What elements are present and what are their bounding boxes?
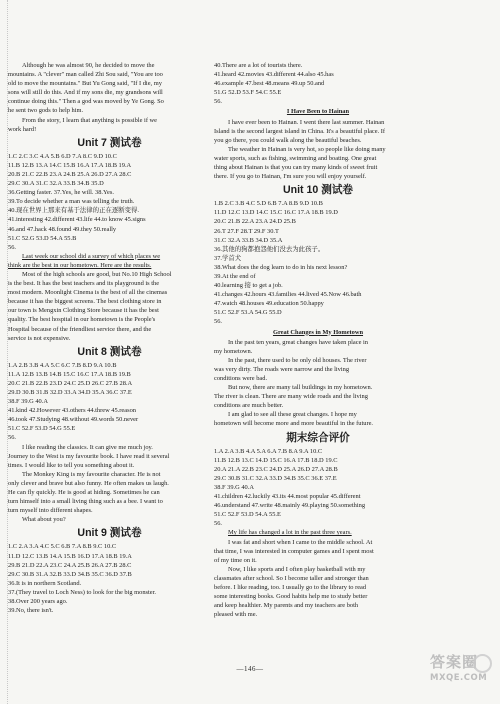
- essay-title: Great Changes in My Hometown: [272, 328, 364, 336]
- essay-line: pleased with me.: [214, 611, 258, 619]
- answer-line: 46.and 47.hack 48.found 49.they 50.really: [8, 225, 117, 233]
- essay-line: classmates after school. So I become taller and stronger than: [214, 574, 369, 582]
- story-line: Although he was almost 90, he decided to move the: [22, 62, 155, 69]
- answer-line: 1.A 2.A 3.B 4.A 5.A 6.A 7.B 8.A 9.A 10.C: [214, 447, 323, 455]
- essay-line: conditions are much better.: [214, 402, 284, 410]
- answer-line: 51.G 52.D 53.F 54.C 55.E: [214, 89, 282, 97]
- answer-line: 39.No, there isn't.: [8, 607, 54, 615]
- binding-margin: [0, 0, 8, 704]
- answer-line: 56.: [214, 98, 222, 106]
- essay-line: quality. The best hospital in our hometown is the People's: [8, 316, 156, 324]
- answer-line: 56.: [214, 520, 222, 528]
- essay-line: service is not expensive.: [8, 334, 71, 342]
- answer-line: 47.watch 48.houses 49.education 50.happy: [214, 300, 324, 308]
- essay-line: But now, there are many tall buildings in my hometown.: [228, 384, 373, 392]
- answer-line: 38.Over 200 years ago.: [8, 597, 68, 605]
- answer-line: 51.C 52.F 53.D 54.G 55.E: [8, 425, 76, 433]
- essay-line: some interesting books. Good habits help me to study better: [214, 593, 368, 601]
- essay-line: water sports, such as fishing, swimming and boating. One great: [214, 154, 377, 162]
- answer-line: 46.understand 47.write 48.mainly 49.playing 50.something: [214, 502, 366, 510]
- essay-line: before. I like reading, too. I usually go to the library to read: [214, 583, 367, 591]
- answer-line: 51.C 52.F 53.A 54.G 55.D: [214, 309, 282, 317]
- answer-line: 38.F 39.G 40.A: [214, 483, 254, 491]
- essay-line: thing about Hainan is that you can try many kinds of sweet fruit: [214, 164, 378, 172]
- answer-line: 51.C 52.G 53.D 54.A 55.B: [8, 234, 77, 242]
- answer-line: 56.: [214, 318, 222, 326]
- unit8-title: Unit 8 测试卷: [77, 345, 142, 358]
- answer-line: 37.学首犬: [214, 254, 242, 262]
- essay-underlined-line: think are the best in our hometown. Here are the results.: [8, 261, 152, 269]
- answer-line: 11.B 12.B 13.C 14.D 15.C 16.A 17.B 18.D 19.C: [214, 456, 338, 464]
- answer-line: 41.interesting 42.different 43.life 44.to know 45.signs: [8, 216, 146, 224]
- answer-line: 11.B 12.B 13.A 14.C 15.B 16.A 17.A 18.B 19.A: [8, 161, 132, 169]
- answer-line: 1.B 2.C 3.B 4.C 5.D 6.B 7.A 8.B 9.D 10.B: [214, 200, 323, 208]
- story-line: continue doing this." Then a god was moved by Ye Gong. So: [8, 98, 164, 106]
- answer-line: 56.: [8, 434, 16, 442]
- answer-line: 1.A 2.B 3.B 4.A 5.C 6.C 7.B 8.D 9.A 10.B: [8, 361, 117, 369]
- answer-line: 36.It is in northern Scotland.: [8, 579, 82, 587]
- essay-line: In the past, there used to be only old houses. The river: [228, 356, 367, 364]
- watermark-cn: 答案圈: [430, 653, 479, 671]
- answer-line: 38.F 39.G 40.A: [8, 398, 48, 406]
- essay-line: In the past ten years, great changes have taken place in: [228, 338, 368, 346]
- answer-line: 39.To decide whether a man was telling the truth.: [8, 198, 135, 206]
- answer-line: 26.T 27.F 28.T 29.F 30.T: [214, 227, 279, 235]
- essay-line: you go there, you could walk along the beautiful beaches.: [214, 136, 362, 144]
- unit9-title: Unit 9 测试卷: [77, 527, 142, 540]
- story-line: he sent two gods to help him.: [8, 107, 84, 115]
- watermark-logo: [430, 652, 494, 696]
- essay-line: The river is clean. There are many wide roads and the living: [214, 393, 368, 401]
- essay-line: Now, I like sports and I often play basketball with my: [228, 565, 366, 573]
- essay-line: Hospital because of the friendliest service there, and the: [8, 325, 152, 333]
- answer-line: 11.A 12.B 13.B 14.B 15.C 16.C 17.A 18.B 19.B: [8, 370, 131, 378]
- answer-line: 46.example 47.best 48.means 49.up 50.and: [214, 80, 325, 88]
- right-column: [214, 61, 422, 619]
- essay-line: there. If you go to Hainan, I'm sure you will enjoy yourself.: [214, 173, 367, 181]
- answer-line: 41.children 42.luckily 43.its 44.most popular 45.different: [214, 493, 361, 501]
- answer-line: 56.: [8, 243, 16, 251]
- answer-line: 36.Getting faster. 37.Yes, he will. 38.Yes.: [8, 189, 114, 197]
- unit7-title: Unit 7 测试卷: [77, 136, 142, 149]
- left-column: [8, 61, 211, 615]
- answer-line: 40.现在世界上那来有基于法律的正在逐断变得.: [8, 207, 140, 215]
- essay-line: I have ever been to Hainan. I went there last summer. Hainan: [228, 118, 385, 126]
- answer-line: 1.C 2.A 3.A 4.C 5.C 6.B 7.A 8.B 9.C 10.C: [8, 543, 117, 551]
- essay-line: because it has the biggest screens. The best clothing store in: [8, 298, 162, 306]
- essay-line: turn myself into different shapes.: [8, 507, 93, 515]
- essay-line: Journey to the West is my favourite book. I have read it several: [8, 452, 170, 460]
- answer-line: 37.(They travel to Loch Ness) to look for the big monster.: [8, 588, 157, 596]
- story-line: mountains. A "clever" man called Zhi Sou said, "You are too: [8, 71, 163, 79]
- essay-line: was very dirty. The roads were narrow and the living: [214, 365, 350, 373]
- answer-line: 46.took 47.Studying 48.without 49.words 50.never: [8, 416, 139, 424]
- essay-line: is the best. It has the best teachers and its playground is the: [8, 280, 160, 288]
- story-line: From the story, I learn that anything is possible if we: [22, 116, 158, 124]
- essay-line: conditions were bad.: [214, 375, 268, 382]
- answer-line: 11.D 12.C 13.B 14.A 15.B 16.D 17.A 18.B 19.A: [8, 552, 132, 560]
- answer-line: 39.At the end of: [214, 272, 256, 280]
- essay-line: turn himself into a small living thing such as a bee. I want to: [8, 498, 163, 506]
- answer-line: 20.B 21.C 22.B 23.A 24.B 25.A 26.D 27.A 28.C: [8, 170, 132, 178]
- essay-line: and keep healthier. My parents and my teachers are both: [214, 602, 359, 610]
- answer-line: 1.C 2.C 3.C 4.A 5.B 6.D 7.A 8.C 9.D 10.C: [8, 152, 117, 160]
- answer-line: 41.kind 42.However 43.others 44.threw 45.reason: [8, 407, 136, 415]
- essay-line: that time, I was interested in computer games and I spent most: [214, 547, 374, 555]
- answer-line: 29.C 30.A 31.C 32.A 33.B 34.B 35.D: [8, 180, 104, 188]
- essay-line: times. I would like to tell you something about it.: [8, 461, 135, 469]
- essay-line: I was fat and short when I came to the middle school. At: [228, 538, 373, 546]
- essay-line: What about you?: [22, 516, 66, 524]
- answer-line: 51.C 52.F 53.D 54.A 55.E: [214, 511, 281, 519]
- answer-line: 40.There are a lot of tourists there.: [214, 62, 303, 69]
- story-line: old to move the mountains." But Yu Gong said, "If I die, my: [8, 80, 162, 88]
- answer-line: 29.B 21.D 22.A 23.C 24.A 25.B 26.A 27.B 28.C: [8, 561, 132, 569]
- final-test-title: 期末综合评价: [286, 431, 350, 444]
- essay-line: I like reading the classics. It can give me much joy.: [22, 443, 153, 451]
- essay-line: of my time on it.: [214, 556, 257, 564]
- answer-line: 11.D 12.C 13.D 14.C 15.C 16.C 17.A 18.B 19.D: [214, 209, 338, 217]
- answer-line: 31.C 32.A 33.B 34.D 35.A: [214, 236, 283, 244]
- answer-line: 41.heard 42.movies 43.different 44.also 45.has: [214, 71, 334, 79]
- answer-line: 29.D 30.B 31.B 32.D 33.A 34.D 35.A 36.C 37.E: [8, 389, 132, 396]
- page-number: —146—: [236, 665, 264, 673]
- essay-line: only clever and brave but also funny. He often makes us laugh.: [8, 479, 169, 487]
- essay-underlined-line: Last week our school did a survey of which places we: [22, 252, 161, 260]
- essay-underlined-title: My life has changed a lot in the past three years.: [228, 529, 352, 537]
- watermark-en: MXQE.COM: [430, 673, 488, 683]
- essay-line: He can fly quickly. He is good at hiding. Sometimes he can: [8, 489, 160, 497]
- answer-line: 38.What does the dog learn to do in his next lesson?: [214, 263, 348, 271]
- essay-line: our town is Mengxin Clothing Store because it has the best: [8, 307, 159, 315]
- essay-line: Island is the second largest island in China. It's a beautiful place. If: [214, 127, 386, 135]
- essay-line: most modern. Moonlight Cinema is the best of all the cinemas: [8, 289, 168, 297]
- story-line: sons will still do this. And if my sons die, my grandsons will: [8, 89, 163, 97]
- unit10-title: Unit 10 测试卷: [282, 184, 354, 197]
- story-line: work hard!: [8, 125, 37, 133]
- answer-line: 29.C 30.B 31.C 32.A 33.D 34.B 35.C 36.E 37.E: [214, 474, 337, 482]
- answer-line: 20.C 21.B 22.B 23.D 24.C 25.D 26.C 27.B 28.A: [8, 379, 133, 387]
- essay-title: I Have Been to Hainan: [286, 108, 350, 116]
- answer-line: 40.learning 接 to get a job.: [214, 282, 283, 290]
- essay-line: I am glad to see all these great changes. I hope my: [228, 411, 357, 419]
- essay-line: The Monkey King is my favourite character. He is not: [22, 470, 161, 478]
- answer-line: 20.C 21.B 22.A 23.A 24.D 25.B: [214, 218, 296, 226]
- essay-line: my hometown.: [214, 347, 253, 355]
- essay-line: The weather in Hainan is very hot, so people like doing many: [228, 145, 386, 153]
- answer-line: 41.changes 42.hours 43.families 44.lived 45.Now 46.bath: [214, 291, 362, 299]
- answer-line: 36.其他的狗都抱怨他们没去为此孩子。: [214, 245, 325, 253]
- answer-line: 20.A 21.A 22.B 23.C 24.D 25.A 26.D 27.A 28.B: [214, 465, 338, 473]
- logo-circle-icon: [473, 654, 492, 673]
- essay-line: Most of the high schools are good, but No.10 High School: [22, 270, 172, 278]
- essay-line: hometown will become more and more beautiful in the future.: [214, 420, 374, 428]
- answer-line: 29.C 30.B 31.A 32.B 33.D 34.B 35.C 36.D 37.B: [8, 570, 132, 578]
